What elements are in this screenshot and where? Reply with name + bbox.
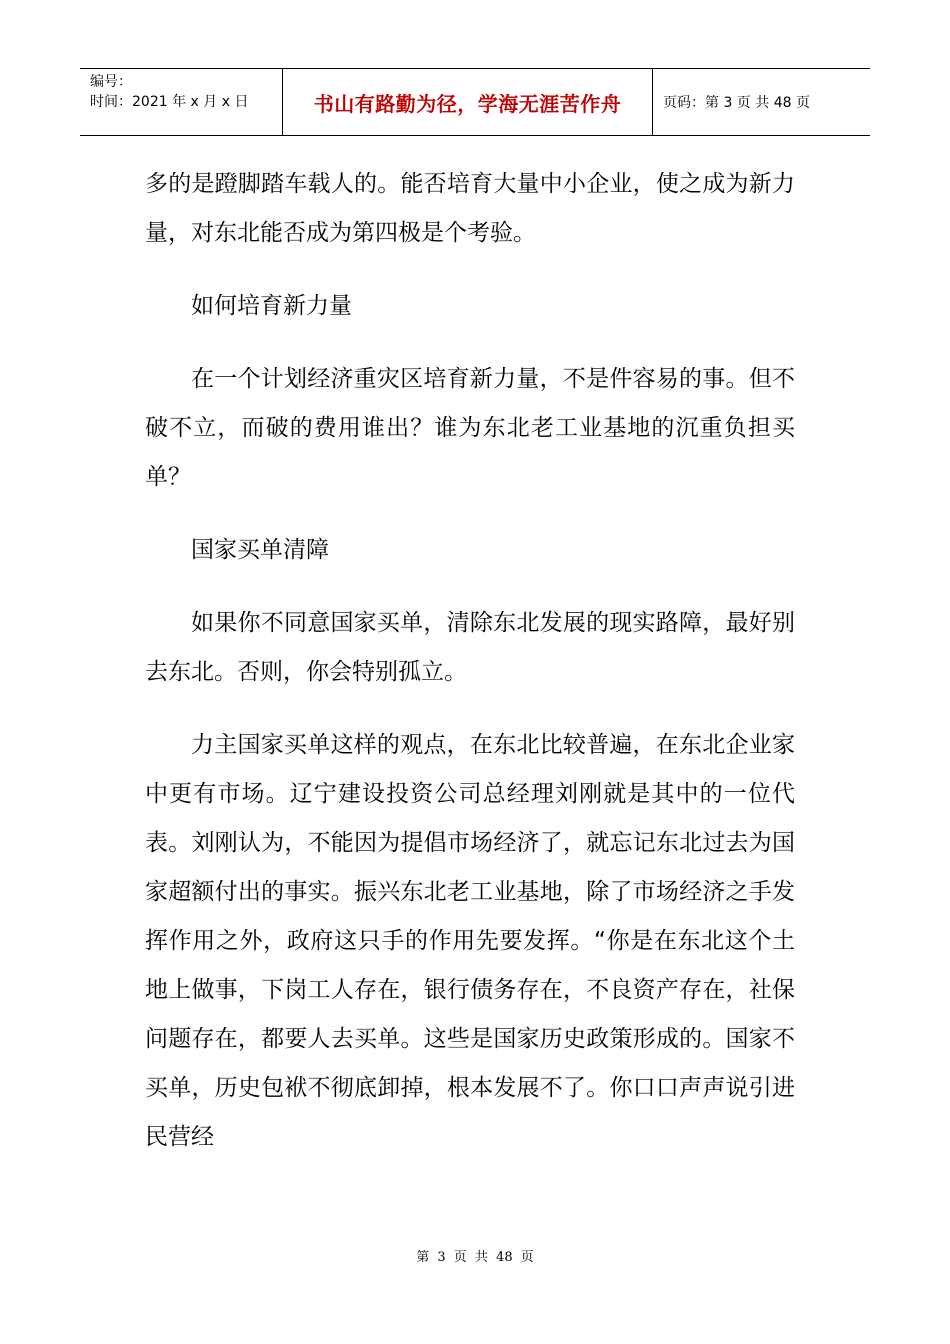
section-heading: 如何培育新力量 <box>191 293 352 319</box>
section-heading: 国家买单清障 <box>191 537 329 563</box>
document-date-label: 时间：2021 年 x 月 x 日 <box>90 94 249 110</box>
document-number-label: 编号： <box>90 74 132 90</box>
body-paragraph: 多的是蹬脚踏车载人的。能否培育大量中小企业，使之成为新力量，对东北能否成为第四极是个考验。 <box>145 171 795 246</box>
header-table <box>80 68 870 136</box>
header-page-info: 页码：第 3 页 共 48 页 <box>663 95 810 111</box>
header-meta-cell <box>80 69 283 135</box>
body-paragraph: 在一个计划经济重灾区培育新力量，不是件容易的事。但不破不立，而破的费用谁出？谁为东北老工业基地的沉重负担买单？ <box>145 366 795 490</box>
document-body <box>145 160 795 1186</box>
header-motto: 书山有路勤为径，学海无涯苦作舟 <box>283 69 653 135</box>
body-paragraph: 如果你不同意国家买单，清除东北发展的现实路障，最好别去东北。否则，你会特别孤立。 <box>145 610 795 685</box>
body-paragraph: 力主国家买单这样的观点，在东北比较普遍，在东北企业家中更有市场。辽宁建设投资公司总经理刘刚就是其中的一位代表。刘刚认为，不能因为提倡市场经济了，就忘记东北过去为国家超额付出的事实。振兴东北老工业基地，除了市场经济之手发挥作用之外，政府这只手的作用先要发挥。“你是在东北这个土地上做事，下岗工人存在，银行债务存在，不良资产存在，社保问题存在，都要人去买单。这些是国家历史政策形成的。国家不买单，历史包袱不彻底卸掉，根本发展不了。你口口声声说引进民营经 <box>145 732 795 1150</box>
page-footer: 第 3 页 共 48 页 <box>416 1250 534 1265</box>
